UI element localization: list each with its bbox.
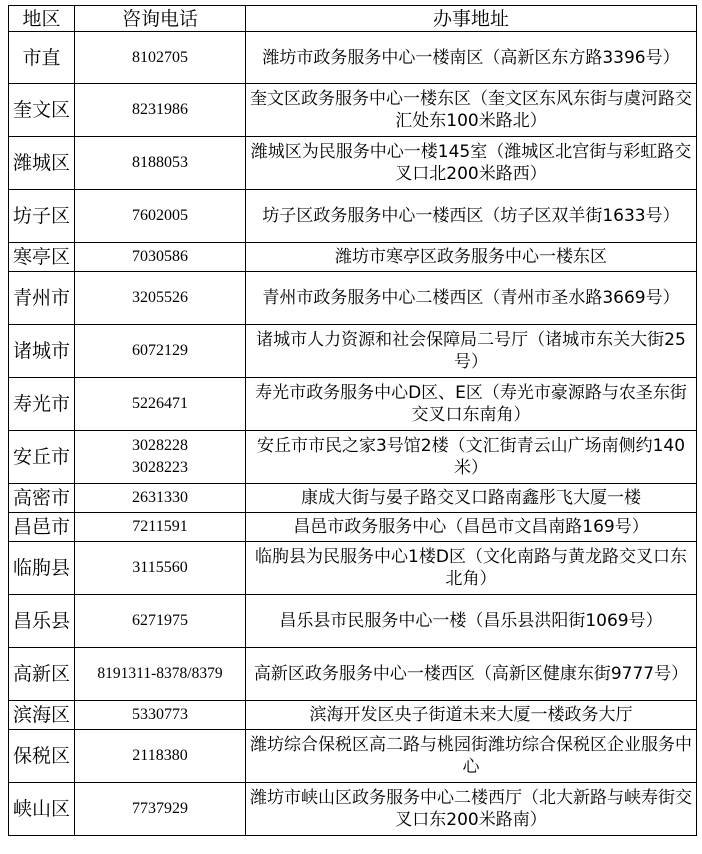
table-row — [9, 137, 697, 190]
phone-number: 6271975 — [132, 612, 188, 629]
region-cell: 滨海区 — [9, 701, 75, 730]
phone-cell — [75, 243, 246, 272]
phone-number: 5226471 — [132, 395, 188, 412]
phone-cell — [75, 378, 246, 431]
region-cell: 昌乐县 — [9, 595, 75, 648]
table-row — [9, 431, 697, 484]
table-header-row — [9, 6, 697, 32]
phone-cell — [75, 513, 246, 542]
region-cell: 青州市 — [9, 272, 75, 325]
address-cell: 安丘市市民之家3号馆2楼（文汇街青云山广场南侧约140米） — [246, 431, 697, 484]
table-row — [9, 730, 697, 783]
table-row — [9, 378, 697, 431]
consultation-address-table — [8, 5, 697, 836]
phone-cell — [75, 84, 246, 137]
phone-cell — [75, 484, 246, 513]
table-row — [9, 325, 697, 378]
address-cell: 潍坊综合保税区高二路与桃园街潍坊综合保税区企业服务中心 — [246, 730, 697, 783]
phone-cell — [75, 325, 246, 378]
region-cell: 市直 — [9, 32, 75, 84]
phone-column-header: 咨询电话 — [75, 6, 246, 32]
region-cell: 临朐县 — [9, 542, 75, 595]
phone-number: 8231986 — [132, 101, 188, 118]
table-row — [9, 84, 697, 137]
address-cell: 诸城市人力资源和社会保障局二号厅（诸城市东关大街25号） — [246, 325, 697, 378]
region-cell: 奎文区 — [9, 84, 75, 137]
phone-cell — [75, 542, 246, 595]
region-cell: 安丘市 — [9, 431, 75, 484]
phone-number: 3028223 — [132, 459, 188, 476]
phone-cell — [75, 701, 246, 730]
region-cell: 潍城区 — [9, 137, 75, 190]
region-cell: 高密市 — [9, 484, 75, 513]
phone-number: 7602005 — [132, 207, 188, 224]
address-cell: 潍坊市政务服务中心一楼南区（高新区东方路3396号） — [246, 32, 697, 84]
table-row — [9, 190, 697, 243]
address-cell: 潍城区为民服务中心一楼145室（潍城区北宫街与彩虹路交叉口北200米路西） — [246, 137, 697, 190]
phone-cell — [75, 190, 246, 243]
table-row — [9, 542, 697, 595]
phone-number: 3205526 — [132, 289, 188, 306]
table-row — [9, 648, 697, 701]
table-row — [9, 484, 697, 513]
address-cell: 昌邑市政务服务中心（昌邑市文昌南路169号） — [246, 513, 697, 542]
phone-number: 3028228 — [132, 437, 188, 454]
phone-number: 7211591 — [132, 518, 188, 535]
region-cell: 寒亭区 — [9, 243, 75, 272]
phone-number: 8102705 — [132, 48, 188, 66]
region-column-header: 地区 — [9, 6, 75, 32]
phone-number: 5330773 — [132, 706, 188, 723]
address-cell: 昌乐县市民服务中心一楼（昌乐县洪阳街1069号） — [246, 595, 697, 648]
phone-number: 2631330 — [132, 489, 188, 506]
region-cell: 峡山区 — [9, 783, 75, 836]
phone-number: 8191311-8378/8379 — [97, 665, 223, 682]
address-cell: 高新区政务服务中心一楼西区（高新区健康东街9777号） — [246, 648, 697, 701]
phone-number: 2118380 — [132, 747, 188, 764]
region-cell: 坊子区 — [9, 190, 75, 243]
address-cell: 奎文区政务服务中心一楼东区（奎文区东风东街与虞河路交汇处东100米路北） — [246, 84, 697, 137]
address-cell: 临朐县为民服务中心1楼D区（文化南路与黄龙路交叉口东北角） — [246, 542, 697, 595]
table-row — [9, 243, 697, 272]
table-row — [9, 595, 697, 648]
region-cell: 诸城市 — [9, 325, 75, 378]
table-row — [9, 513, 697, 542]
table-row — [9, 272, 697, 325]
address-cell: 康成大街与晏子路交叉口路南鑫彤飞大厦一楼 — [246, 484, 697, 513]
phone-number: 8188053 — [132, 154, 188, 171]
phone-cell — [75, 730, 246, 783]
phone-cell — [75, 32, 246, 84]
region-cell: 昌邑市 — [9, 513, 75, 542]
phone-cell — [75, 783, 246, 836]
address-cell: 坊子区政务服务中心一楼西区（坊子区双羊街1633号） — [246, 190, 697, 243]
phone-cell — [75, 648, 246, 701]
region-cell: 保税区 — [9, 730, 75, 783]
phone-cell — [75, 137, 246, 190]
address-cell: 滨海开发区央子街道未来大厦一楼政务大厅 — [246, 701, 697, 730]
phone-cell — [75, 431, 246, 484]
address-cell: 潍坊市峡山区政务服务中心二楼西厅（北大新路与峡寿街交叉口东200米路南） — [246, 783, 697, 836]
phone-number: 6072129 — [132, 342, 188, 359]
address-cell: 潍坊市寒亭区政务服务中心一楼东区 — [246, 243, 697, 272]
table-row — [9, 783, 697, 836]
phone-number: 7030586 — [132, 248, 188, 265]
phone-cell — [75, 272, 246, 325]
phone-number: 7737929 — [132, 800, 188, 817]
address-cell: 寿光市政务服务中心D区、E区（寿光市豪源路与农圣东街交叉口东南角） — [246, 378, 697, 431]
phone-cell — [75, 595, 246, 648]
address-cell: 青州市政务服务中心二楼西区（青州市圣水路3669号） — [246, 272, 697, 325]
region-cell: 高新区 — [9, 648, 75, 701]
region-cell: 寿光市 — [9, 378, 75, 431]
table-row — [9, 32, 697, 84]
table-row — [9, 701, 697, 730]
phone-number: 3115560 — [132, 559, 188, 576]
address-column-header: 办事地址 — [246, 6, 697, 32]
